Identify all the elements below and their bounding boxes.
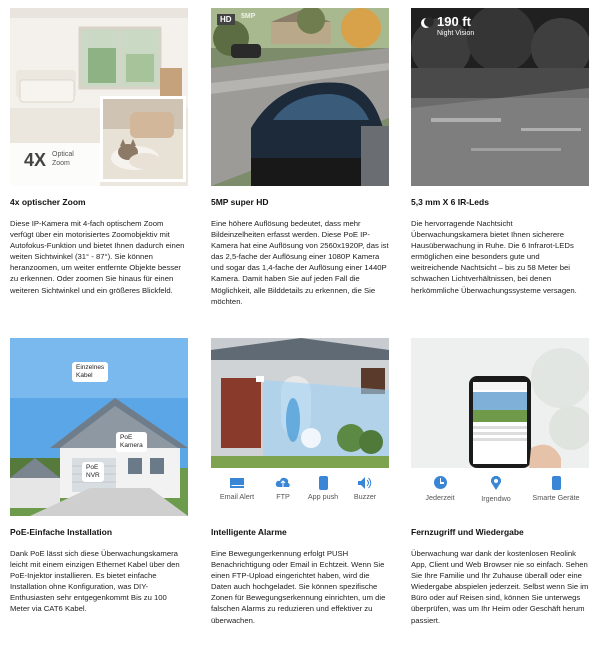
alarm-item-ftp <box>263 476 303 501</box>
zoom-caption-line1: Optical <box>52 151 74 158</box>
label-single-cable-line1: Einzelnes <box>76 364 105 371</box>
label-single-cable <box>72 362 108 382</box>
label-single-cable-line2: Kabel <box>76 372 93 379</box>
feature-card-night-vision <box>411 8 589 296</box>
feature-description: Überwachung war dank der kostenlosen Reolink App, Client und Web Browser nie so einfach. Sehen Sie Ihre Familie und Ihr Zuhause überall oder eine Wiedergabe abspielen jederzeit. Selbst wenn Sie im Büro oder auf Reisen sind, können Sie unterwegs überprüfen, was um Ihr Heim oder Geschäft herum passiert. <box>411 549 589 625</box>
label-poe-camera <box>116 432 147 452</box>
label-poe-camera-line1: PoE <box>120 434 133 441</box>
label-poe-nvr-line1: PoE <box>86 464 99 471</box>
feature-card-super-hd <box>211 8 389 307</box>
house-poe-image <box>10 338 188 516</box>
zoom-badge-4x: 4X <box>24 150 47 170</box>
clock-icon <box>434 476 447 489</box>
alarm-item-label: FTP <box>276 492 290 501</box>
alarm-item-buzzer <box>345 476 385 501</box>
phone-icon <box>319 476 328 490</box>
phone-app-image <box>411 338 589 516</box>
zoom-caption-line2: Zoom <box>52 160 70 167</box>
alarm-item-email <box>215 476 259 501</box>
feature-description: Eine Bewegungerkennung erfolgt PUSH Benachrichtigung oder Email in Echtzeit. Wenn Sie einen FTP-Upload eingerichtet haben, wird die Daten auch hochgeladet. Sie können spezifische Zonen für Bewegungserkennung einrichten, um die falschen Alarms zu reduzieren und effektiver zu überwachen. <box>211 549 386 625</box>
feature-description: Dank PoE lässt sich diese Überwachungskamera leicht mit einem einzigen Ethernet Kabel über den PoE-Injektor installieren. Es bietet einfache Installation ohne Konfiguration, was DIY-Enthusiasten sehr entgegenkommt Bis zu 100 Meter via CAT6 Kabel. <box>10 549 180 614</box>
remote-item-anywhere <box>471 476 521 503</box>
feature-title: Fernzugriff und Wiedergabe <box>411 527 524 537</box>
envelope-icon <box>230 478 244 488</box>
alarm-item-label: Buzzer <box>353 492 377 501</box>
feature-card-remote-access <box>411 338 589 626</box>
remote-item-label: Jederzeit <box>425 493 455 502</box>
alarm-item-label: Email Alert <box>219 492 255 501</box>
feature-title: 5,3 mm X 6 IR-Leds <box>411 197 489 207</box>
night-vision-image <box>411 8 589 186</box>
moon-icon <box>421 18 431 28</box>
label-poe-nvr-line2: NVR <box>86 472 100 479</box>
feature-card-optical-zoom <box>10 8 188 296</box>
feature-title: Intelligente Alarme <box>211 527 287 537</box>
zoom-badge-caption <box>52 150 74 168</box>
alarm-item-label: App push <box>307 492 339 501</box>
remote-icon-row <box>411 472 589 516</box>
smartphone-icon <box>552 476 561 490</box>
remote-item-anytime <box>417 476 463 502</box>
label-poe-camera-line2: Kamera <box>120 442 143 449</box>
feature-description: Eine höhere Auflösung bedeutet, dass mehr Bildeinzelheiten erfasst werden. Diese PoE IP-Kamera hat eine Auflösung von 2560x1920P, das ist das 2,5-fache der Auflösung einer 1080P Kamera und sogar das 1,4-fache der Auflösung einer 1440P Kamera. Damit haben Sie auf jeden Fall die Möglichkeit, alle Bilddetails zu erkennen, die Sie möchten. <box>211 219 389 306</box>
speaker-icon <box>357 476 373 490</box>
alarm-item-app-push <box>301 476 345 501</box>
label-poe-nvr <box>82 462 104 482</box>
feature-title: 5MP super HD <box>211 197 269 207</box>
feature-card-intelligent-alarms <box>211 338 389 626</box>
feature-description: Die hervorragende Nachtsicht Überwachungskamera bietet Ihnen sicherere Hausüberwachung in Ruhe. Die 6 Infrarot-LEDs ermöglichen eine besonders gute und weitreichende Nachtsicht – bis zu 58 Meter bei schwachen Lichtverhältnissen, bei denen herkömmliche Überwachungssysteme versagen. <box>411 219 577 295</box>
hd-badge: HD <box>217 14 235 25</box>
remote-item-label: Smarte Geräte <box>532 493 580 502</box>
remote-item-smart-devices <box>525 476 587 502</box>
feature-description: Diese IP-Kamera mit 4-fach optischem Zoom verfügt über ein motorisiertes Zoomobjektiv mit Autofokus-Funktion und bietet Ihnen dadurch einen weiten Sichtwinkel (31° - 87°). Sie können heranzoomen, um weiter entfernte Objekte besser zu erkennen. Oder zoomen Sie hinaus für einen weiteren Sichtwinkel und ein größeres Blickfeld. <box>10 219 185 295</box>
car-driveway-image <box>211 8 389 186</box>
feature-title: 4x optischer Zoom <box>10 197 86 207</box>
living-room-cat-image <box>10 8 188 186</box>
location-pin-icon <box>490 476 502 490</box>
resolution-badge: 5MP <box>241 13 256 20</box>
remote-item-label: Irgendwo <box>481 494 511 503</box>
alarm-icon-row <box>211 472 389 516</box>
cloud-upload-icon <box>275 476 291 490</box>
night-distance: 190 ft <box>437 14 471 29</box>
motion-detection-image <box>211 338 389 516</box>
feature-card-poe-installation <box>10 338 188 615</box>
feature-title: PoE-Einfache Installation <box>10 527 113 537</box>
night-label: Night Vision <box>437 30 475 37</box>
